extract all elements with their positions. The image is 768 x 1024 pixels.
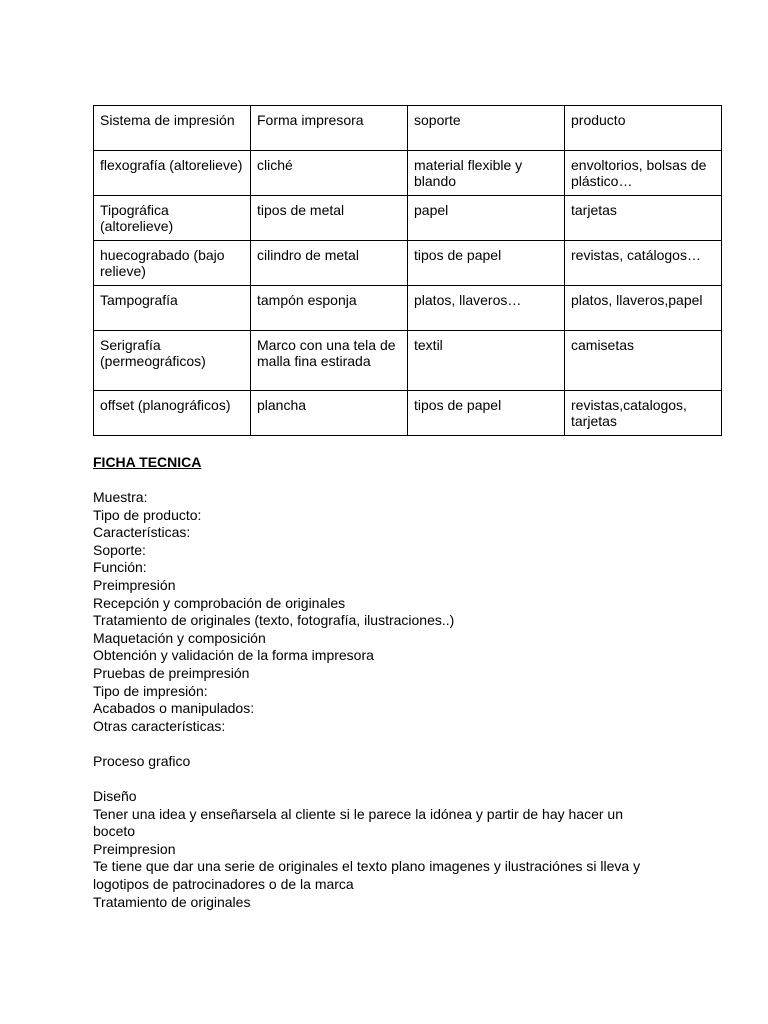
table-cell: revistas,catalogos, tarjetas <box>565 391 722 436</box>
table-cell: revistas, catálogos… <box>565 241 722 286</box>
list-item: Características: <box>93 524 191 541</box>
table-cell: textil <box>408 331 565 391</box>
list-item: Obtención y validación de la forma impresora <box>93 647 374 664</box>
table-cell: Serigrafía (permeográficos) <box>94 331 251 391</box>
table-cell: papel <box>408 196 565 241</box>
table-row <box>94 391 722 436</box>
table-row <box>94 106 722 151</box>
table-cell: camisetas <box>565 331 722 391</box>
list-item: Tratamiento de originales (texto, fotografía, ilustraciones..) <box>93 612 455 629</box>
spacer <box>93 735 669 753</box>
list-item: Muestra: <box>93 489 148 505</box>
table-cell: offset (planográficos) <box>94 391 251 436</box>
tratamiento-label: Tratamiento de originales <box>93 893 251 910</box>
table-cell: flexografía (altorelieve) <box>94 151 251 196</box>
table-cell: Tampografía <box>94 286 251 331</box>
list-item: Tipo de producto: <box>93 506 202 523</box>
table-cell: tipos de metal <box>251 196 408 241</box>
table-cell: platos, llaveros,papel <box>565 286 722 331</box>
table-cell: Forma impresora <box>251 106 408 151</box>
preimpresion-paragraph: Te tiene que dar una serie de originales el texto plano imagenes y ilustraciónes si lleva y logotipos de patrocinadores o de la marca <box>93 858 641 893</box>
ficha-tecnica-list <box>93 489 669 911</box>
table-cell: soporte <box>408 106 565 151</box>
table-cell: plancha <box>251 391 408 436</box>
table-row <box>94 331 722 391</box>
table-cell: material flexible y blando <box>408 151 565 196</box>
list-item: Función: <box>93 559 147 576</box>
diseno-paragraph: Tener una idea y enseñarsela al cliente si le parece la idónea y partir de hay hacer un boceto <box>93 805 623 840</box>
table-cell: platos, llaveros… <box>408 286 565 331</box>
table-row <box>94 241 722 286</box>
table-cell: tipos de papel <box>408 241 565 286</box>
ficha-tecnica-heading: FICHA TECNICA <box>93 454 202 470</box>
diseno-label: Diseño <box>93 788 137 805</box>
table-cell: huecograbado (bajo relieve) <box>94 241 251 286</box>
table-cell: tampón esponja <box>251 286 408 331</box>
list-item: Recepción y comprobación de originales <box>93 594 346 611</box>
spacer <box>93 771 669 789</box>
proceso-grafico-title: Proceso grafico <box>93 752 191 769</box>
list-item: Maquetación y composición <box>93 629 266 646</box>
table-cell: tipos de papel <box>408 391 565 436</box>
list-item: Acabados o manipulados: <box>93 700 255 717</box>
table-cell: Sistema de impresión <box>94 106 251 151</box>
table-cell: tarjetas <box>565 196 722 241</box>
table-row <box>94 151 722 196</box>
table-cell: cliché <box>251 151 408 196</box>
table-cell: envoltorios, bolsas de plástico… <box>565 151 722 196</box>
list-item: Soporte: <box>93 541 146 558</box>
printing-systems-table <box>93 105 722 436</box>
list-item: Tipo de impresión: <box>93 682 208 699</box>
document-page <box>93 105 707 911</box>
table-row <box>94 196 722 241</box>
table-cell: Marco con una tela de malla fina estirada <box>251 331 408 391</box>
list-item: Otras características: <box>93 717 226 734</box>
list-item: Preimpresión <box>93 576 176 593</box>
list-item: Pruebas de preimpresión <box>93 664 250 681</box>
table-row <box>94 286 722 331</box>
preimpresion-label: Preimpresion <box>93 840 176 857</box>
table-cell: cilindro de metal <box>251 241 408 286</box>
table-cell: producto <box>565 106 722 151</box>
table-cell: Tipográfica (altorelieve) <box>94 196 251 241</box>
